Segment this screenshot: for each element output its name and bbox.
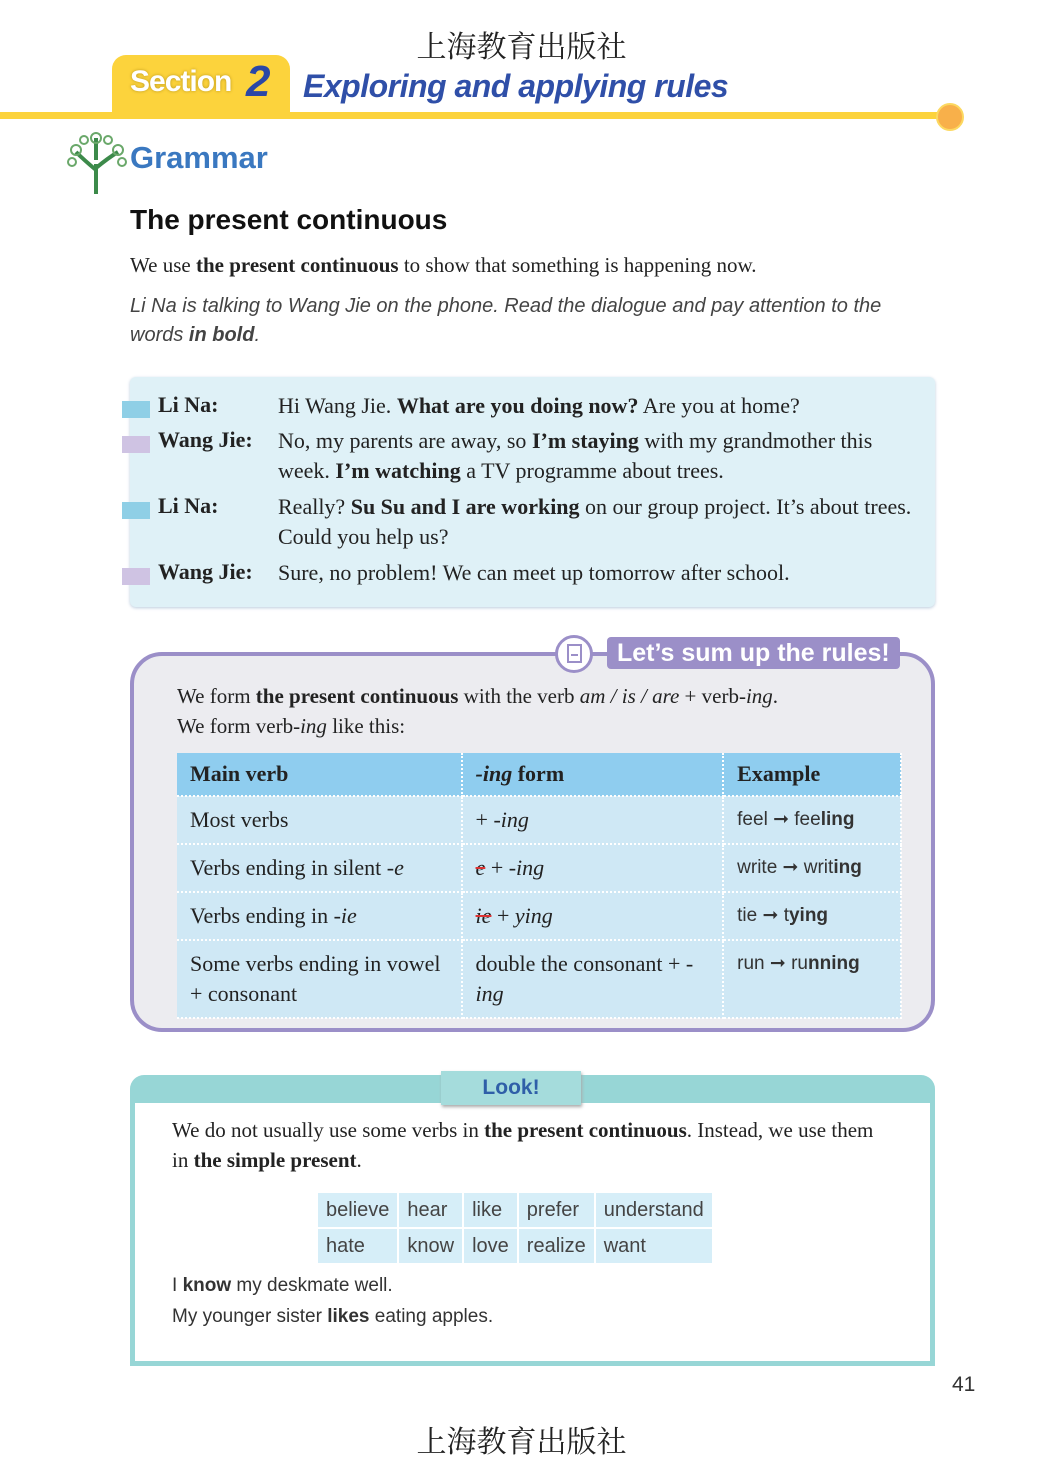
bold-text: the present continuous — [484, 1118, 687, 1142]
stative-verbs-grid — [316, 1191, 714, 1265]
table-cell — [462, 796, 724, 844]
text-run: + — [485, 855, 509, 880]
text-run: . — [772, 684, 779, 708]
table-row — [177, 796, 901, 844]
text-run: -ing — [508, 855, 545, 880]
dialogue-line — [278, 426, 928, 486]
verb-cell: realize — [519, 1229, 594, 1263]
text-run: Verbs ending in silent — [190, 855, 387, 880]
table-cell — [723, 844, 901, 892]
bold-text: I’m staying — [531, 428, 639, 453]
verb-cell: hate — [318, 1229, 397, 1263]
table-cell — [723, 892, 901, 940]
rules-badge-label: Let’s sum up the rules! — [607, 637, 900, 669]
look-text — [172, 1115, 892, 1175]
verb-cell: like — [464, 1193, 517, 1227]
text-run: + — [491, 903, 515, 928]
text-run: Main verb — [190, 761, 289, 786]
text-run: a TV programme about trees. — [460, 458, 724, 483]
bold-text: Su Su and I are working — [350, 494, 580, 519]
dialogue-line — [278, 492, 928, 552]
rules-badge — [555, 635, 900, 671]
rules-line-2 — [177, 711, 405, 741]
table-cell — [462, 892, 724, 940]
text-run: -e — [386, 855, 404, 880]
text-run: write ➞ writ — [737, 857, 834, 878]
verb-cell: want — [596, 1229, 712, 1263]
speaker-name: Wang Jie: — [158, 427, 253, 452]
speaker-marker — [122, 568, 150, 585]
text-run: -ie — [333, 903, 357, 928]
text-run: like this: — [326, 714, 406, 738]
bold-text: I’m watching — [335, 458, 461, 483]
text-run: ing — [745, 684, 773, 708]
look-label: Look! — [441, 1071, 581, 1105]
text-run: . — [356, 1148, 362, 1172]
verb-cell: know — [399, 1229, 462, 1263]
section-label: Section — [130, 65, 232, 98]
text-run: Sure, no problem! We can meet up tomorrow after school. — [278, 560, 790, 585]
text-run: am / is / are — [579, 684, 680, 708]
word-row — [318, 1193, 712, 1227]
text-run: with my grandmother this week. — [278, 428, 873, 483]
table-cell — [177, 892, 462, 940]
text-run: -ing — [493, 807, 529, 832]
instruction-text — [130, 292, 920, 350]
bold-text: nning — [808, 953, 860, 974]
text-run: My younger sister — [172, 1306, 328, 1327]
bold-text: in bold — [188, 324, 255, 346]
text-run: on our group project. It’s about trees. Could you help us? — [278, 494, 912, 549]
publisher-watermark: 上海教育出版社 — [416, 30, 627, 65]
text-run: I — [172, 1275, 183, 1296]
verb-cell: love — [464, 1229, 517, 1263]
text-run: feel ➞ fee — [737, 809, 821, 830]
intro-text — [130, 250, 757, 280]
speaker-name: Wang Jie: — [158, 559, 253, 584]
text-run: Some verbs ending in vowel + consonant — [190, 951, 441, 1006]
tree-icon — [66, 130, 128, 196]
table-cell — [462, 844, 724, 892]
text-run: to show that something is happening now. — [398, 253, 757, 277]
text-run: run ➞ ru — [737, 953, 808, 974]
text-run: Hi Wang Jie. — [278, 393, 397, 418]
text-run: e — [475, 855, 486, 880]
text-run: Are you at home? — [638, 393, 800, 418]
table-cell — [177, 796, 462, 844]
publisher-watermark-bottom: 上海教育出版社 — [416, 1425, 627, 1460]
column-header — [462, 753, 724, 796]
notebook-icon — [555, 635, 593, 673]
text-run: Li Na is talking to Wang Jie on the phone. Read the dialogue and pay attention to the words — [130, 295, 882, 346]
speaker-marker — [122, 436, 150, 453]
bold-text: the simple present — [193, 1148, 357, 1172]
table-cell — [723, 796, 901, 844]
text-run: double the consonant + — [475, 951, 686, 976]
text-run: We form — [177, 684, 256, 708]
bold-text: know — [182, 1275, 232, 1296]
bold-text: What are you doing now? — [396, 393, 639, 418]
bold-text: likes — [327, 1306, 370, 1327]
speaker-marker — [122, 401, 150, 418]
section-tab — [112, 55, 290, 113]
table-cell — [723, 940, 901, 1018]
text-run: + — [475, 807, 494, 832]
text-run: eating apples. — [369, 1306, 494, 1327]
column-header — [723, 753, 901, 796]
text-run: We do not usually use some verbs in — [172, 1118, 485, 1142]
divider-dot — [936, 103, 964, 131]
topic-heading: The present continuous — [130, 204, 448, 235]
text-run: my deskmate well. — [231, 1275, 393, 1296]
bold-text: ing — [833, 857, 862, 878]
text-run: ing — [300, 714, 327, 738]
table-row — [177, 844, 901, 892]
table-row — [177, 892, 901, 940]
text-run: Really? — [278, 494, 351, 519]
dialogue-line — [278, 558, 928, 588]
table-header-row — [177, 753, 901, 796]
bold-text: ying — [788, 905, 829, 926]
ing-rules-table — [177, 753, 902, 1019]
text-run: Example — [737, 761, 821, 786]
text-run: + verb- — [679, 684, 746, 708]
text-run: ie — [475, 903, 492, 928]
text-run: form — [512, 761, 565, 786]
column-header — [177, 753, 462, 796]
table-row — [177, 940, 901, 1018]
text-run: -ing — [475, 951, 694, 1006]
text-run: We form verb- — [177, 714, 301, 738]
table-cell — [177, 940, 462, 1018]
speaker-marker — [122, 502, 150, 519]
text-run: . Instead, we use them in — [172, 1118, 874, 1172]
verb-cell: believe — [318, 1193, 397, 1227]
word-row — [318, 1229, 712, 1263]
dialogue-line — [278, 391, 928, 421]
text-run: with the verb — [458, 684, 580, 708]
page-number: 41 — [952, 1373, 976, 1396]
bold-text: the present continuous — [255, 684, 459, 708]
text-run: No, my parents are away, so — [278, 428, 532, 453]
verb-cell: prefer — [519, 1193, 594, 1227]
bold-text: ling — [820, 809, 855, 830]
example-sentence-2 — [172, 1306, 493, 1328]
table-cell — [462, 940, 724, 1018]
section-title: Exploring and applying rules — [303, 68, 729, 104]
text-run: ying — [514, 903, 553, 928]
verb-cell: hear — [399, 1193, 462, 1227]
grammar-heading: Grammar — [130, 140, 268, 175]
rules-line-1 — [177, 681, 778, 711]
speaker-name: Li Na: — [158, 392, 219, 417]
text-run: Most verbs — [190, 807, 289, 832]
text-run: . — [254, 324, 261, 346]
text-run: Verbs ending in — [190, 903, 334, 928]
bold-text: the present continuous — [195, 253, 399, 277]
section-divider — [0, 112, 948, 119]
text-run: We use — [130, 253, 196, 277]
example-sentence-1 — [172, 1275, 393, 1297]
text-run: tie ➞ t — [737, 905, 789, 926]
text-run: -ing — [475, 761, 513, 786]
section-number: 2 — [246, 57, 271, 106]
table-cell — [177, 844, 462, 892]
verb-cell: understand — [596, 1193, 712, 1227]
speaker-name: Li Na: — [158, 493, 219, 518]
